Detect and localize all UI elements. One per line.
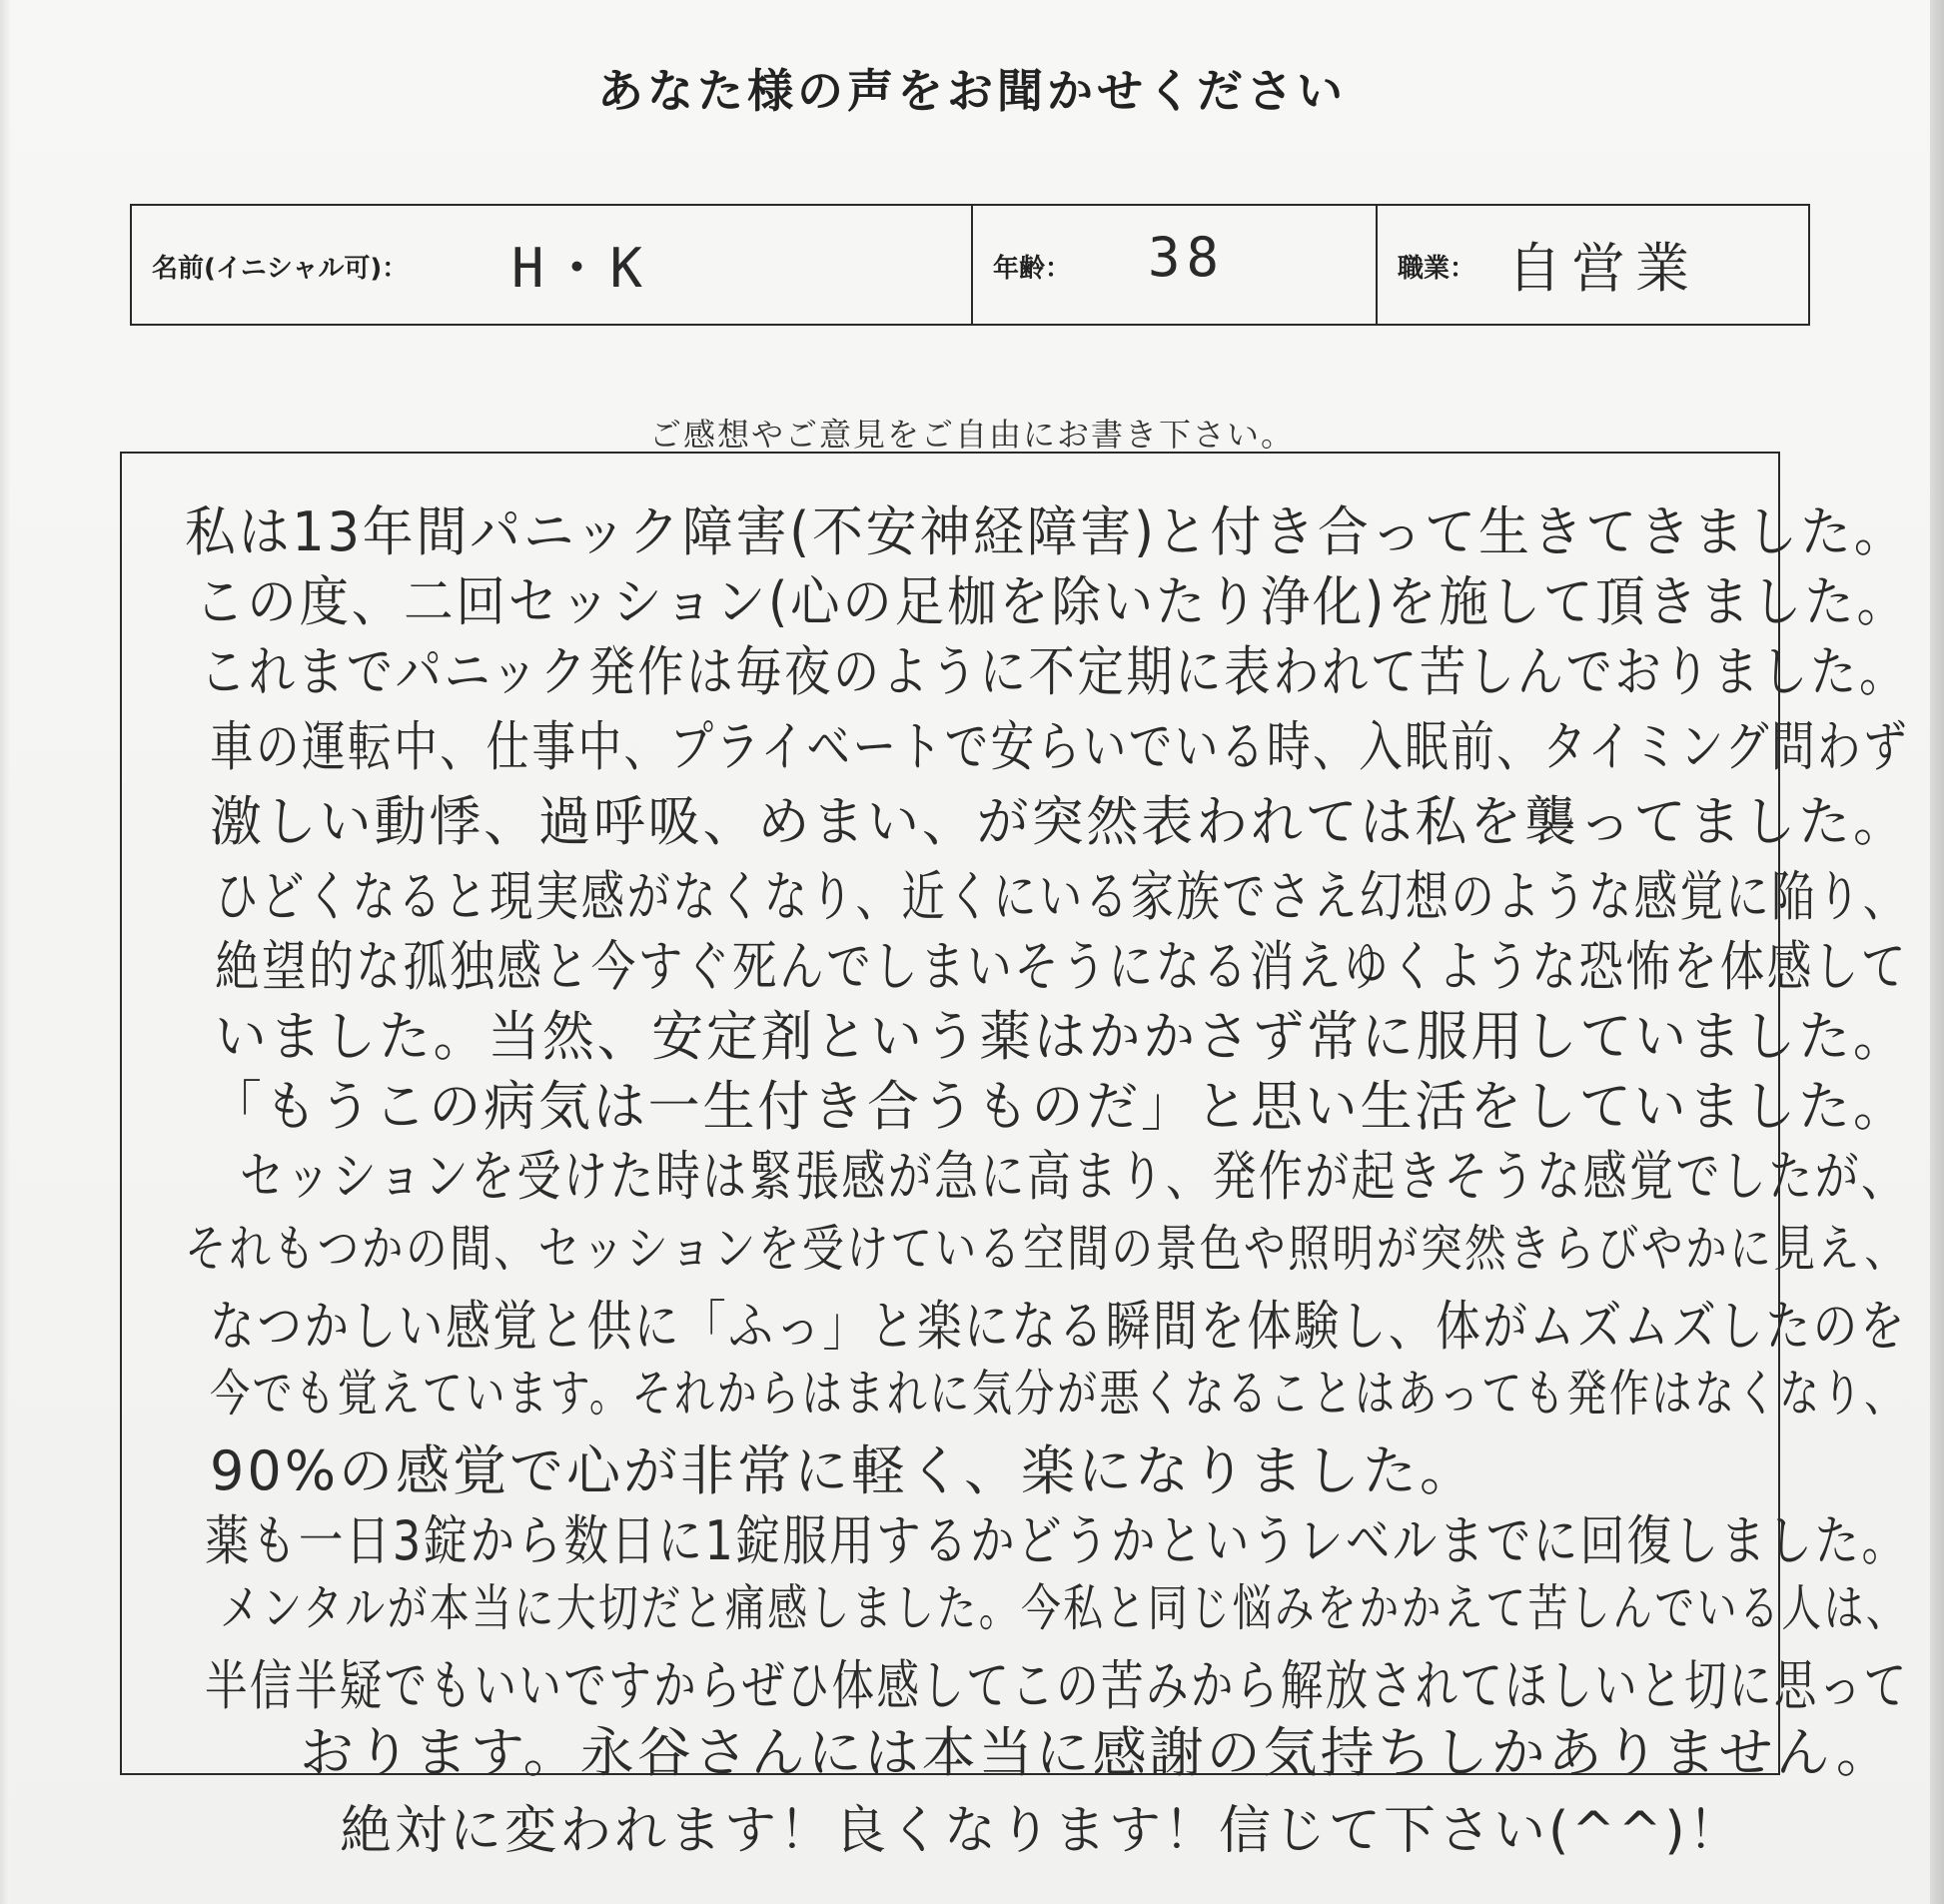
comment-line: セッションを受けた時は緊張感が急に高まり、発作が起きそうな感覚でしたが、 xyxy=(240,1145,1908,1208)
info-table xyxy=(130,204,1810,326)
comment-line: 「もうこの病気は一生付き合うものだ」と思い生活をしていました。 xyxy=(210,1075,1908,1138)
age-value: 38 xyxy=(1148,226,1226,289)
comment-line: ひどくなると現実感がなくなり、近くにいる家族でさえ幻想のような感覚に陥り、 xyxy=(215,865,1909,928)
closing-message: 絶対に変われます！良くなります！信じて下さい(^^)！ xyxy=(340,1801,1743,1861)
comment-line: いました。当然、安定剤という薬はかかさず常に服用していました。 xyxy=(215,1005,1908,1068)
comment-line: 絶望的な孤独感と今すぐ死んでしまいそうになる消えゆくような恐怖を体感して xyxy=(215,935,1908,998)
form-title: あなた様の声をお聞かせください xyxy=(597,64,1347,118)
comment-prompt: ご感想やご意見をご自由にお書き下さい。 xyxy=(648,416,1295,454)
comment-line: これまでパニック発作は毎夜のように不定期に表われて苦しんでおりました。 xyxy=(200,640,1908,703)
comment-line: 今でも覚えています。それからはまれに気分が悪くなることはあっても発作はなくなり、 xyxy=(210,1365,1907,1423)
comment-line: メンタルが本当に大切だと痛感しました。今私と同じ悩みをかかえて苦しんでいる人は、 xyxy=(220,1579,1909,1637)
age-cell xyxy=(973,206,1378,324)
comment-line: 車の運転中、仕事中、プライベートで安らいでいる時、入眠前、タイミング問わず xyxy=(210,715,1910,778)
job-value: 自営業 xyxy=(1507,237,1699,300)
comment-line: 激しい動悸、過呼吸、めまい、が突然表われては私を襲ってました。 xyxy=(210,790,1908,853)
comment-line: それもつかの間、セッションを受けている空間の景色や照明が突然きらびやかに見え、 xyxy=(185,1220,1909,1278)
name-value: H・K xyxy=(511,237,649,300)
comment-line: 半信半疑でもいいですからぜひ体感してこの苦みから解放されてほしいと切に思って xyxy=(205,1654,1909,1717)
comment-line: なつかしい感覚と供に「ふっ」と楽になる瞬間を体験し、体がムズムズしたのを xyxy=(210,1295,1908,1358)
comment-line: 薬も一日3錠から数日に1錠服用するかどうかというレベルまでに回復しました。 xyxy=(205,1509,1909,1572)
job-label: 職業： xyxy=(1398,254,1476,284)
name-label: 名前(イニシャル可)： xyxy=(152,254,409,284)
comment-line: 私は13年間パニック障害(不安神経障害)と付き合って生きてきました。 xyxy=(185,500,1908,563)
paper-edge-right xyxy=(1930,0,1944,1904)
age-label: 年齢： xyxy=(993,254,1072,284)
name-cell xyxy=(132,206,973,324)
job-cell xyxy=(1378,206,1808,324)
comment-line: 90%の感覚で心が非常に軽く、楽になりました。 xyxy=(210,1439,1476,1502)
comment-line: この度、二回セッション(心の足枷を除いたり浄化)を施して頂きました。 xyxy=(195,570,1909,633)
paper-edge-left xyxy=(0,0,10,1904)
comment-line: おります。永谷さんには本当に感謝の気持ちしかありません。 xyxy=(300,1721,1893,1784)
